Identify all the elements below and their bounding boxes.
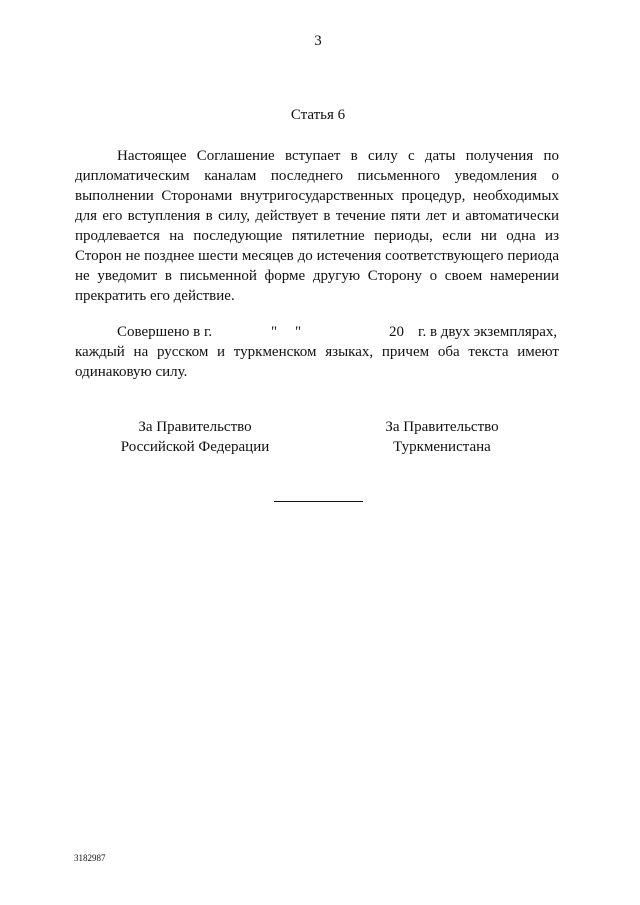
date-quote-open: " — [271, 324, 278, 340]
done-at-paragraph — [75, 322, 559, 382]
signature-left-line2: Российской Федерации — [120, 439, 270, 455]
article-title: Статья 6 — [290, 107, 346, 123]
paragraph-line: дипломатическим каналам последнего письменного уведомления о — [75, 168, 559, 184]
paragraph-line: Настоящее Соглашение вступает в силу с даты получения по — [117, 148, 559, 164]
paragraph-line: не уведомит в письменной форме другую Сторону о своем намерении — [75, 268, 559, 284]
page-number: 3 — [314, 33, 322, 49]
document-code: 3182987 — [74, 853, 106, 863]
done-at-prefix: Совершено в г. — [117, 324, 213, 340]
signature-left — [85, 417, 305, 457]
date-quote-close: " — [295, 324, 302, 340]
signature-left-line1: За Правительство — [138, 419, 252, 435]
done-at-suffix: г. в двух экземплярах, — [418, 324, 558, 340]
paragraph-line: продлевается на последующие пятилетние периоды, если ни одна из — [75, 228, 559, 244]
year-prefix: 20 — [389, 324, 404, 340]
paragraph-line: выполнении Сторонами внутригосударственных процедур, необходимых — [75, 188, 559, 204]
signature-right-line1: За Правительство — [385, 419, 499, 435]
signature-right — [332, 417, 552, 457]
paragraph-line: прекратить его действие. — [75, 288, 235, 304]
paragraph-line: для его вступления в силу, действует в течение пяти лет и автоматически — [75, 208, 559, 224]
closing-rule — [274, 501, 363, 502]
done-at-line-2: каждый на русском и туркменском языках, причем оба текста имеют — [75, 344, 559, 360]
done-at-line-3: одинаковую силу. — [75, 364, 188, 380]
done-at-line — [75, 322, 559, 342]
signature-right-line2: Туркменистана — [393, 439, 491, 455]
article-paragraph — [75, 146, 559, 306]
paragraph-line: Сторон не позднее шести месяцев до истечения соответствующего периода — [75, 248, 559, 264]
